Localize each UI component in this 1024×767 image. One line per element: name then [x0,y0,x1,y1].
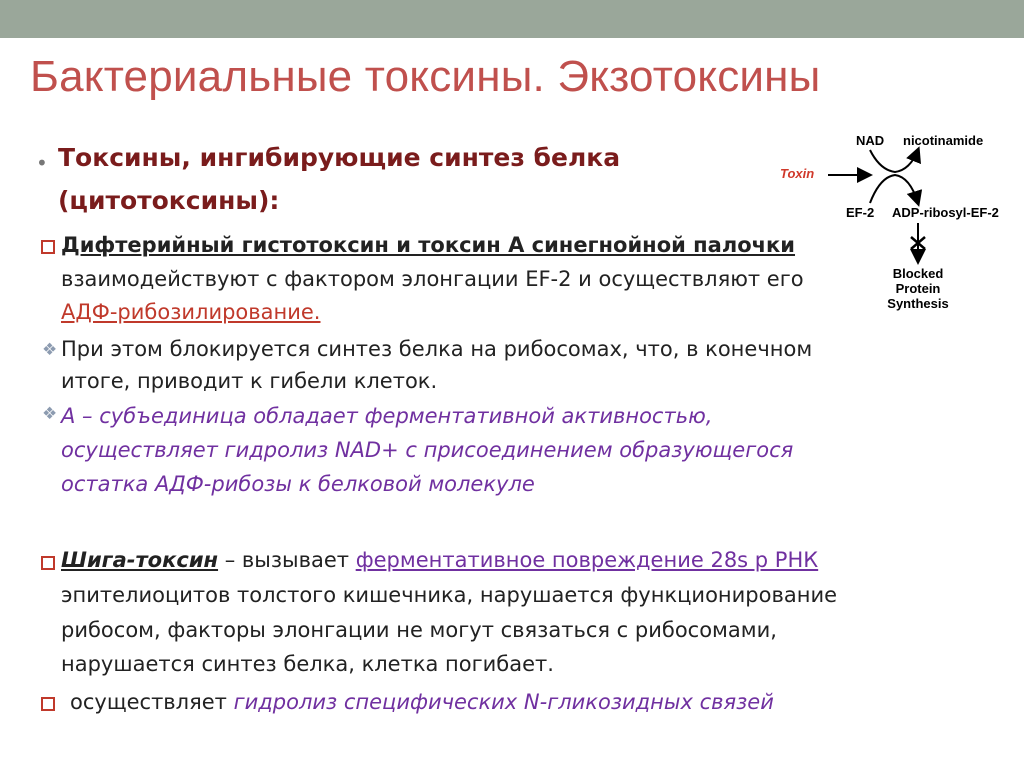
synthesis-label: Synthesis [887,296,949,311]
rna-damage-link[interactable]: ферментативное повреждение 28s р РНК [355,548,819,572]
toxin-label: Toxin [780,166,815,181]
protein-label: Protein [895,281,941,296]
nad-curve [870,150,918,172]
nicotinamide-label: nicotinamide [903,133,984,148]
square-bullet-icon [41,240,55,254]
item1-title [61,233,795,257]
section-heading-line1: Токсины, ингибирующие синтез белка [58,143,621,172]
sub2-line2: осуществляет гидролиз NAD+ с присоединением образующегося [61,438,794,462]
item1-line3 [61,300,321,324]
diamond-bullet-icon: ❖ [42,404,58,424]
item3-prefix: осуществляет [70,690,234,714]
item1-bold-text: Дифтерийный гистотоксин и токсин А синегнойной палочки [61,233,796,257]
item3-line [70,690,774,714]
blocked-label: Blocked [892,266,944,281]
item3-italic: гидролиз специфических N-гликозидных связей [233,690,774,714]
item2-mid-text: – вызывает [218,548,356,572]
square-bullet-icon [41,556,55,570]
sub2-line3: остатка АДФ-рибозы к белковой молекуле [61,472,535,496]
top-bar [0,0,1024,38]
nad-label: NAD [856,133,885,148]
ef2-label: EF-2 [846,205,875,220]
ribosylation-diagram [770,125,1024,320]
item2-line3: рибосом, факторы элонгации не могут связаться с рибосомами, [61,618,777,642]
item2-line4: нарушается синтез белка, клетка погибает. [61,652,554,676]
item2-line1 [61,548,818,572]
sub2-line1: А – субъединица обладает ферментативной активностью, [61,404,713,428]
slide-title: Бактериальные токсины. Экзотоксины [30,52,821,101]
bullet-dot: • [36,151,48,175]
shiga-toxin-text: Шига-токсин [61,548,219,572]
item1-line2: взаимодействуют с фактором элонгации EF-2 и осуществляют его [61,267,804,291]
adp-ribosylation-link[interactable]: АДФ-рибозилирование. [61,300,321,324]
sub1-line1: При этом блокируется синтез белка на рибосомах, что, в конечном [61,337,813,361]
sub1-line2: итоге, приводит к гибели клеток. [61,369,438,393]
ef2-curve [870,175,918,203]
square-bullet-icon [41,697,55,711]
section-heading-line2: (цитотоксины): [58,186,280,215]
adp-ef2-label: ADP-ribosyl-EF-2 [892,205,999,220]
diamond-bullet-icon: ❖ [42,340,58,360]
item2-line2: эпителиоцитов толстого кишечника, нарушается функционирование [61,583,838,607]
